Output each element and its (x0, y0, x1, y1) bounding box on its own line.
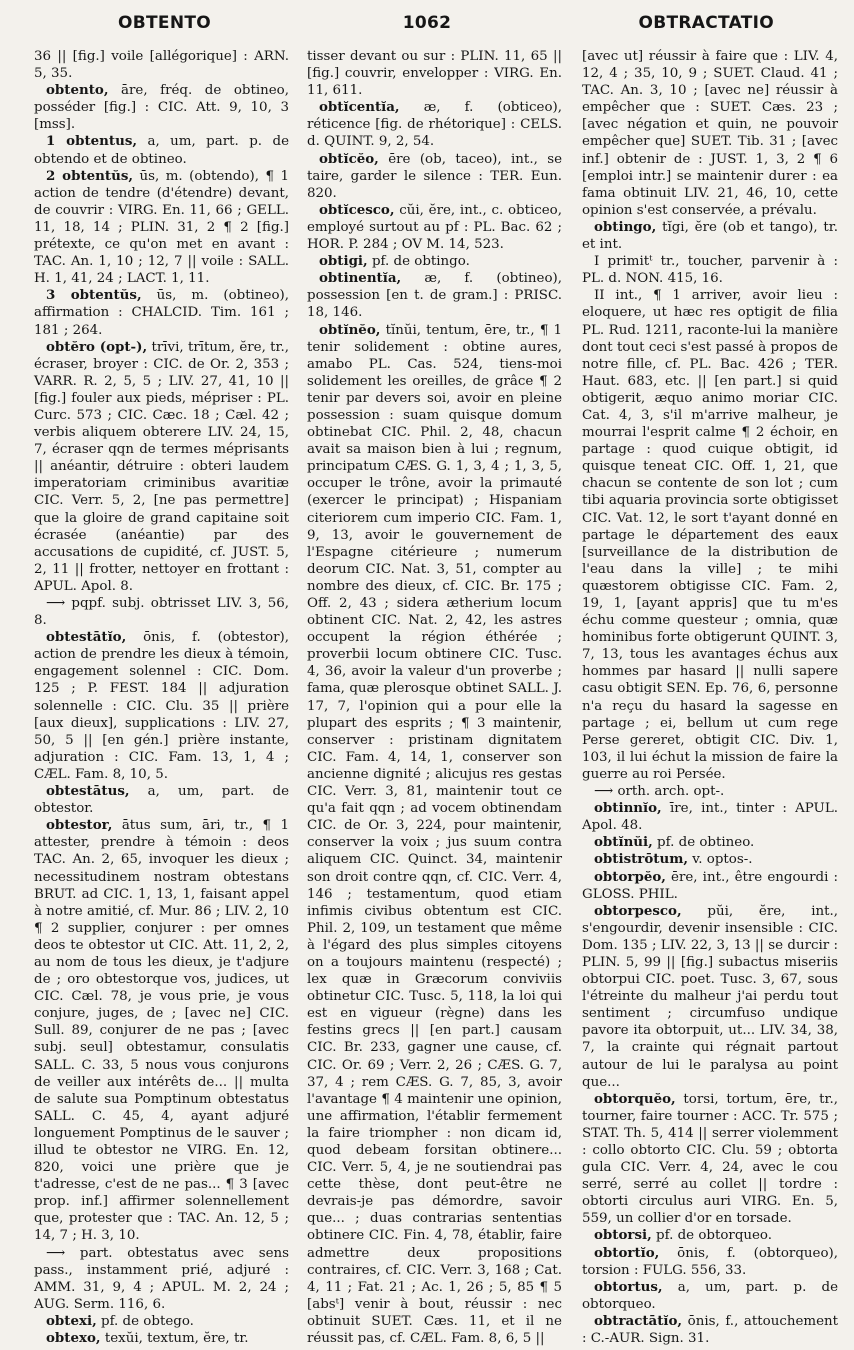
dictionary-entry (582, 1278, 843, 1313)
entry-headword: obtestātĭo, (46, 629, 127, 646)
dictionary-entry (307, 150, 567, 202)
dictionary-entry (34, 1313, 289, 1330)
entry-headword: obtĭcĕo, (319, 150, 379, 167)
dictionary-entry (34, 1245, 294, 1313)
dictionary-entry (34, 82, 294, 133)
dictionary-entry (582, 1090, 843, 1228)
entry-headword: obtĭcentĭa, (319, 99, 400, 116)
dictionary-entry (582, 868, 843, 903)
column-3 (582, 48, 843, 1347)
entry-text: torsi, tortum, ēre, tr., tourner, faire tourner : ACC. Tr. 575 ; STAT. Th. 5, 414 || serrer violemment : collo obtorto CIC. Clu. 59 ; obtorta gula CIC. Verr. 4, 24, avec le cou serré, serré au collet || tordre : obtorti circulus auri VIRG. En. 5, 559, un collier d'or en torsade. (582, 1091, 843, 1227)
dictionary-entry (307, 270, 567, 321)
entry-headword: obtorpĕo, (594, 868, 666, 885)
dictionary-entry (582, 1244, 843, 1279)
entry-headword: obtinentĭa, (319, 270, 402, 287)
entry-text: texŭi, textum, ĕre, tr. (100, 1331, 249, 1347)
entry-headword: obtento, (46, 82, 109, 99)
page-header (0, 0, 854, 40)
entry-headword: 2 obtentŭs, (46, 167, 134, 184)
entry-text: ūs, m. (obtineo), affirmation : CHALCID. Tim. 161 ; 181 ; 264. (34, 288, 294, 338)
column-1 (34, 48, 294, 1347)
dictionary-entry (34, 287, 294, 338)
entry-text: a, um, part. p. de obtorqueo. (582, 1279, 843, 1312)
entry-text: pŭi, ĕre, int., s'engourdir, devenir insensible : CIC. Dom. 135 ; LIV. 22, 3, 13 || se durcir : PLIN. 5, 99 || [fig.] subactus miseriis obtorpui CIC. poet. Tusc. 3, 67, sous l'étreinte du malheur j'ai perdu tout sentiment ; circumfuso undique pavore ita obtorpuit, ut... LIV. 34, 38, 7, la crainte qui régnait partout autour de lui le paralysa au point que... (582, 903, 843, 1090)
entry-text: tĭnŭi, tentum, ēre, tr., ¶ 1 tenir solidement : obtine aures, amabo PL. Cas. 524, tiens-moi solidement les oreilles, de grâce ¶ 2 tenir par devers soi, avoir en pleine possession : suam quisque domum obtinebat CIC. Phil. 2, 48, chacun avait sa maison bien à lui ; regnum, principatum CÆS. G. 1, 3, 4 ; 1, 3, 5, occuper le trône, avoir la primauté (exercer le principat) ; Hispaniam citeriorem cum imperio CIC. Fam. 1, 9, 13, avoir le gouvernement de l'Espagne citérieure ; numerum deorum CIC. Nat. 3, 51, compter au nombre des dieux, cf. CIC. Br. 175 ; Off. 2, 43 ; sidera ætherium locum obtinent CIC. Nat. 2, 42, les astres occupent la région éthérée ; proverbii locum obtinere CIC. Tusc. 4, 36, avoir la valeur d'un proverbe ; fama, quæ plerosque obtinet SALL. J. 17, 7, l'opinion qui a pour elle la plupart des esprits ; ¶ 3 maintenir, conserver : pristinam dignitatem CIC. Fam. 4, 14, 1, conserver son ancienne dignité ; alicujus res gestas CIC. Verr. 3, 81, maintenir tout ce qu'a fait qqn ; ad vocem obtinendam CIC. de Or. 3, 224, pour maintenir, conserver la voix ; jus suum contra aliquem CIC. Quinct. 34, maintenir son droit contre qqn, cf. CIC. Verr. 4, 146 ; testamentum, quod etiam infimis civibus obtentum est CIC. Phil. 2, 109, un testament que même à l'égard des plus simples citoyens on a toujours maintenu (respecté) ; lex quæ in Græcorum conviviis obtinetur CIC. Tusc. 5, 118, la loi qui est en vigueur (règne) dans les festins grecs || [en part.] causam CIC. Br. 233, gagner une cause, cf. CIC. Or. 69 ; Verr. 2, 26 ; CÆS. G. 7, 37, 4 ; rem CÆS. G. 7, 85, 3, avoir l'avantage ¶ 4 maintenir une opinion, une affirmation, l'établir fermement la faire triompher : non dicam id, quod debeam forsitan obtinere... CIC. Verr. 5, 4, je ne soutiendrai pas cette thèse, dont peut-être ne devrais-je pas démordre, savoir que... ; duas contrarias sententias obtinere CIC. Fin. 4, 78, établir, faire admettre deux propositions contraires, cf. CIC. Verr. 3, 168 ; Cat. 4, 11 ; Fat. 21 ; Ac. 1, 26 ; 5, 85 ¶ 5 [absᵗ] venir à bout, réussir : nec obtinuit SUET. Cæs. 11, et il ne réussit pas, cf. CÆL. Fam. 8, 6, 5 || (307, 322, 567, 1347)
entry-headword: obtortus, (594, 1278, 663, 1295)
entry-text: [avec ut] réussir à faire que : LIV. 4, 12, 4 ; 35, 10, 9 ; SUET. Claud. 41 ; TAC. An. 3, 10 ; [avec ne] réussir à empêcher que : SUET. Cæs. 23 ; [avec négation et quin, ne pouvoir empêcher que] SUET. Tib. 31 ; [avec inf.] obtenir de : JUST. 1, 3, 2 ¶ 6 [emploi intr.] se maintenir durer : ea fama obtinuit LIV. 21, 46, 10, cette opinion s'est conservée, a prévalu. (582, 49, 843, 218)
dictionary-entry (34, 338, 294, 595)
entry-headword: 3 obtentŭs, (46, 287, 142, 304)
dictionary-entry (582, 902, 843, 1091)
entry-text: cŭi, ĕre, int., c. obticeo, employé surtout au pf : PL. Bac. 62 ; HOR. P. 284 ; OV M. 14, 523. (307, 202, 567, 253)
dictionary-entry (34, 629, 294, 783)
entry-text: pf. de obtego. (96, 1313, 194, 1329)
entry-headword: obtexo, (46, 1330, 101, 1347)
dictionary-entry (307, 201, 567, 253)
entry-text: 36 || [fig.] voile [allégorique] : ARN. 5, 35. (34, 49, 294, 82)
dictionary-entry (582, 800, 843, 834)
dictionary-entry (582, 48, 843, 219)
entry-text: ātus sum, āri, tr., ¶ 1 attester, prendre à témoin : deos TAC. An. 2, 65, invoquer les dieux ; necessitudinem nostram obtestans BRUT. ad CIC. 1, 13, 1, faisant appel à notre amitié, cf. Mur. 86 ; LIV. 2, 10 ¶ 2 supplier, conjurer : per omnes deos te obtestor ut CIC. Att. 11, 2, 2, au nom de tous les dieux, je t'adjure de ; oro obtestorque vos, judices, ut CIC. Cæl. 78, je vous prie, je vous conjure, juges, de ; [avec ne] CIC. Sull. 89, conjurer de ne pas ; [avec subj. seul] obtestamur, consulatis SALL. C. 33, 5 nous vous conjurons de veiller aux intérêts de... || multa de salute sua Pomptinum obtestatus SALL. C. 45, 4, ayant adjuré longuement Pomptinus de le sauver ; illud te obtestor ne VIRG. En. 12, 820, voici une prière que je t'adresse, c'est de ne pas... ¶ 3 [avec prop. inf.] affirmer solennellement que, protester que : TAC. An. 12, 5 ; 14, 7 ; H. 3, 10. (34, 818, 294, 1244)
entry-text: ōnis, f. (obtestor), action de prendre les dieux à témoin, engagement solennel : CIC. Dom. 125 ; P. FEST. 184 || adjuration solennelle : CIC. Clu. 35 || prière [aux dieux], supplications : LIV. 27, 50, 5 || [en gén.] prière instante, adjuration : CIC. Fam. 13, 1, 4 ; CÆL. Fam. 8, 10, 5. (34, 630, 294, 782)
entry-text: ūs, m. (obtendo), ¶ 1 action de tendre (d'étendre) devant, de couvrir : VIRG. En. 11, 66 ; GELL. 11, 18, 14 ; PLIN. 31, 2 ¶ 2 [fig.] prétexte, ce qu'on met en avant : TAC. An. 1, 10 ; 12, 7 || voile : SALL. H. 1, 41, 24 ; LACT. 1, 11. (34, 168, 294, 287)
dictionary-entry (582, 1312, 843, 1347)
dictionary-entry (582, 1227, 838, 1244)
entry-text: pf. de obtingo. (367, 254, 470, 270)
dictionary-entry (582, 287, 843, 783)
right-running-head: OBTRACTATIO (638, 13, 774, 33)
entry-text: ōnis, f., attouchement : C.-AUR. Sign. 31. (582, 1313, 843, 1347)
entry-headword: obtorpesco, (594, 902, 682, 919)
dictionary-entry (582, 783, 838, 800)
entry-headword: obtexi, (46, 1312, 97, 1329)
dictionary-entry (34, 783, 294, 817)
dictionary-entry (582, 253, 843, 287)
entry-headword: obtorquĕo, (594, 1090, 676, 1107)
entry-headword: obtigi, (319, 253, 368, 270)
entry-text: ⟶ orth. arch. opt-. (594, 784, 725, 800)
entry-headword: 1 obtentus, (46, 133, 138, 150)
entry-text: tisser devant ou sur : PLIN. 11, 65 || [fig.] couvrir, envelopper : VIRG. En. 11, 611. (307, 49, 567, 99)
entry-text: pf. de obtorqueo. (651, 1228, 773, 1244)
entry-text: æ, f. (obticeo), réticence [fig. de rhétorique] : CELS. d. QUINT. 9, 2, 54. (307, 100, 567, 150)
column-2 (307, 48, 567, 1347)
dictionary-entry (34, 817, 294, 1244)
entry-text: ⟶ part. obtestatus avec sens pass., instamment prié, adjuré : AMM. 31, 9, 4 ; APUL. M. 2, 24 ; AUG. Serm. 116, 6. (34, 1245, 294, 1312)
entry-headword: obtestātus, (46, 783, 130, 800)
dictionary-entry (307, 48, 567, 99)
entry-text: a, um, part. de obtestor. (34, 784, 294, 817)
dictionary-entry (582, 851, 838, 868)
dictionary-entry (34, 595, 294, 629)
entry-headword: obtĭnŭi, (594, 834, 653, 851)
entry-text: æ, f. (obtineo), possession [en t. de gram.] : PRISC. 18, 146. (307, 271, 567, 321)
entry-text: ⟶ pqpf. subj. obtrisset LIV. 3, 56, 8. (34, 596, 294, 629)
entry-text: ēre, int., être engourdi : GLOSS. PHIL. (582, 869, 843, 902)
entry-headword: obtestor, (46, 817, 113, 834)
entry-text: īre, int., tinter : APUL. Apol. 48. (582, 801, 843, 834)
dictionary-entry (307, 99, 567, 150)
entry-headword: obtingo, (594, 218, 657, 235)
page-number: 1062 (402, 13, 452, 33)
entry-text: I primitᵗ tr., toucher, parvenir à : PL. d. NON. 415, 16. (582, 254, 843, 287)
entry-headword: obtorsi, (594, 1227, 652, 1244)
entry-headword: obtĭnĕo, (319, 321, 381, 338)
entry-text: v. optos-. (688, 852, 753, 868)
dictionary-entry (582, 834, 838, 851)
entry-text: II int., ¶ 1 arriver, avoir lieu : eloquere, ut hæc res optigit de filia PL. Rud. 1211, raconte-lui la manière dont tout ceci s'est passé à propos de notre fille, cf. PL. Bac. 426 ; TER. Haut. 683, etc. || [en part.] si quid obtigerit, æquo animo moriar CIC. Cat. 4, 3, s'il m'arrive malheur, je mourrai l'esprit calme ¶ 2 échoir, en partage : quod cuique obtigit, id quisque teneat CIC. Off. 1, 21, que chacun se contente de son lot ; cum tibi aquaria provincia sorte obtigisset CIC. Vat. 12, le sort t'ayant donné en partage le département des eaux [surveillance de la distribution de l'eau dans la ville] ; te mihi quæstorem obtigisse CIC. Fam. 2, 19, 1, [ayant appris] que tu m'es échu comme questeur ; omnia, quæ hominibus forte obtigerunt QUINT. 3, 7, 13, tous les avantages échus aux hommes par hasard || nulli sapere casu obtigit SEN. Ep. 76, 6, personne n'a reçu du hasard la sagesse en partage ; ei, bellum ut cum rege Perse gereret, obtigit CIC. Div. 1, 103, il lui échut la mission de faire la guerre au roi Persée. (582, 288, 843, 782)
dictionary-entry (34, 167, 294, 288)
dictionary-entry (582, 218, 843, 253)
entry-text: ōnis, f. (obtorqueo), torsion : FULG. 556, 33. (582, 1245, 843, 1278)
entry-text: tĭgi, ĕre (ob et tango), tr. et int. (582, 219, 843, 253)
entry-headword: obtĕro (opt-), (46, 338, 148, 355)
entry-headword: obtistrōtum, (594, 851, 689, 868)
entry-text: ēre (ob, taceo), int., se taire, garder le silence : TER. Eun. 820. (307, 151, 567, 201)
entry-headword: obtortĭo, (594, 1244, 660, 1261)
entry-text: pf. de obtineo. (652, 835, 755, 851)
left-running-head: OBTENTO (118, 13, 211, 33)
entry-text: a, um, part. p. de obtendo et de obtineo. (34, 134, 294, 167)
dictionary-entry (307, 321, 567, 1348)
entry-text: āre, fréq. de obtineo, posséder [fig.] : CIC. Att. 9, 10, 3 [mss]. (34, 83, 294, 133)
dictionary-entry (34, 1330, 289, 1347)
entry-headword: obtinnĭo, (594, 800, 662, 817)
dictionary-entry (34, 48, 294, 82)
entry-headword: obtractātĭo, (594, 1312, 683, 1329)
dictionary-entry (307, 253, 562, 270)
dictionary-entry (34, 133, 294, 167)
entry-text: trīvi, trītum, ĕre, tr., écraser, broyer : CIC. de Or. 2, 353 ; VARR. R. 2, 5, 5 ; LIV. 27, 41, 10 || [fig.] fouler aux pieds, mépriser : PL. Curc. 573 ; CIC. Cæc. 18 ; Cæl. 42 ; verbis aliquem obterere LIV. 24, 15, 7, écraser qqn de termes méprisants || anéantir, détruire : obteri laudem imperatoriam criminibus avaritiæ CIC. Verr. 5, 2, [ne pas permettre] que la gloire de grand capitaine soit écrasée (anéantie) par des accusations de cupidité, cf. JUST. 5, 2, 11 || frotter, nettoyer en frottant : APUL. Apol. 8. (34, 339, 294, 594)
entry-headword: obtĭcesco, (319, 201, 395, 218)
